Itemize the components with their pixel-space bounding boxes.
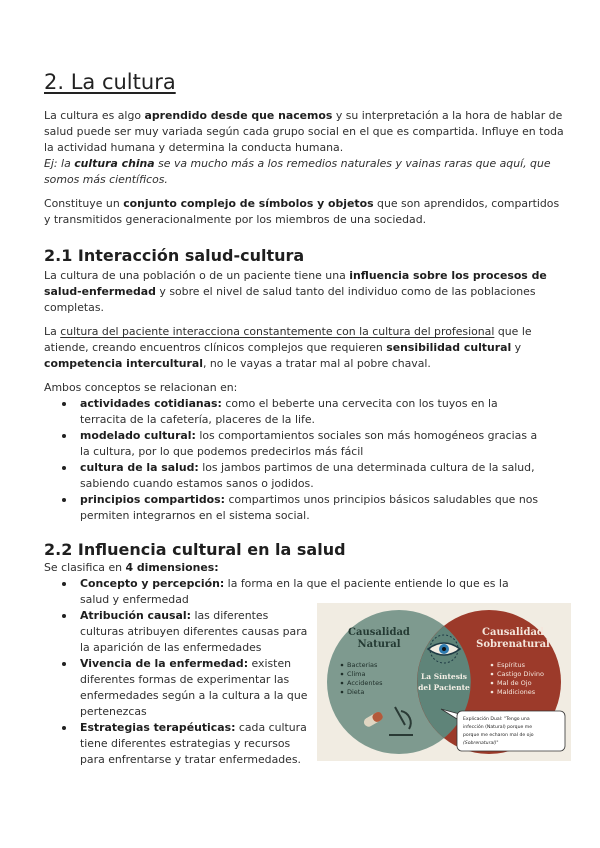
list-item: Concepto y percepción: la forma en la que el paciente entiende lo que es la salud y enfermedad <box>44 576 518 608</box>
natural-item: Bacterias <box>347 661 378 669</box>
supernatural-item: Maldiciones <box>497 688 536 696</box>
dimensions-list <box>44 608 314 768</box>
callout-line: infección (Natural) porque me <box>463 725 533 730</box>
section-heading-interaccion: 2.1 Interacción salud-cultura <box>44 246 305 265</box>
callout-line: (Sobrenatural)" <box>463 741 499 746</box>
supernatural-item: Castigo Divino <box>497 670 544 678</box>
natural-title-line1: Causalidad <box>348 627 410 638</box>
natural-item: Dieta <box>347 688 365 696</box>
callout-line: Explicación Dual: "Tengo una <box>463 717 530 722</box>
example-paragraph: Ej: la cultura china se va mucho más a los remedios naturales y vainas raras que aquí, que somos más científicos. <box>44 157 551 186</box>
natural-title-line2: Natural <box>357 639 401 650</box>
supernatural-title-line2: Sobrenatural <box>476 639 550 650</box>
list-item: Atribución causal: las diferentes culturas atribuyen diferentes causas para la aparición de las enfermedades <box>44 608 314 656</box>
list-item: actividades cotidianas: como el beberte una cervecita con los tuyos en la terracita de la cafetería, placeres de la life. <box>44 396 544 428</box>
callout-line: porque me echaron mal de ojo <box>463 733 534 738</box>
list-item: modelado cultural: los comportamientos sociales son más homogéneos gracias a la cultura, por lo que podemos predecirlos más fácil <box>44 428 544 460</box>
list-intro: Ambos conceptos se relacionan en: <box>44 381 238 394</box>
center-label-line2: del Paciente <box>418 683 470 692</box>
list-item: Estrategias terapéuticas: cada cultura tiene diferentes estrategias y recursos para enfrentarse y tratar enfermedades. <box>44 720 314 768</box>
dual-explanation-callout <box>441 709 565 751</box>
supernatural-title-line1: Causalidad <box>482 627 544 638</box>
page-title: 2. La cultura <box>44 70 176 94</box>
interaccion-paragraph-1: La cultura de una población o de un paciente tiene una influencia sobre los procesos de salud-enfermedad y sobre el nivel de salud tanto del individuo como de las poblaciones completas. <box>44 269 547 314</box>
interaccion-paragraph-2: La cultura del paciente interacciona constantemente con la cultura del profesional que le atiende, creando encuentros clínicos complejos que requieren sensibilidad cultural y competencia intercultural, no le vayas a tratar mal al pobre chaval. <box>44 325 532 370</box>
causality-venn-diagram <box>317 603 571 761</box>
supernatural-item: Mal de Ojo <box>497 679 532 687</box>
definition-paragraph: Constituye un conjunto complejo de símbolos y objetos que son aprendidos, compartidos y transmitidos generacionalmente por los miembros de una sociedad. <box>44 197 560 226</box>
center-label-line1: La Síntesis <box>421 672 467 681</box>
intro-paragraph: La cultura es algo aprendido desde que nacemos y su interpretación a la hora de hablar de salud puede ser muy variada según cada grupo social en el que es compartida. Influye en toda la actividad humana y determina la conducta humana. <box>44 109 564 154</box>
dimensions-intro: Se clasifica en 4 dimensiones: <box>44 561 219 574</box>
related-concepts-list <box>44 396 544 524</box>
supernatural-item: Espíritus <box>497 661 525 669</box>
natural-item: Clima <box>347 670 366 678</box>
list-item: principios compartidos: compartimos unos principios básicos saludables que nos permiten integrarnos en el sistema social. <box>44 492 544 524</box>
list-item: Vivencia de la enfermedad: existen diferentes formas de experimentar las enfermedades según a la cultura a la que pertenezcas <box>44 656 314 720</box>
section-heading-influencia: 2.2 Influencia cultural en la salud <box>44 540 346 559</box>
list-item: cultura de la salud: los jambos partimos de una determinada cultura de la salud, sabiendo cuando estamos sanos o jodidos. <box>44 460 544 492</box>
natural-item: Accidentes <box>347 679 383 687</box>
